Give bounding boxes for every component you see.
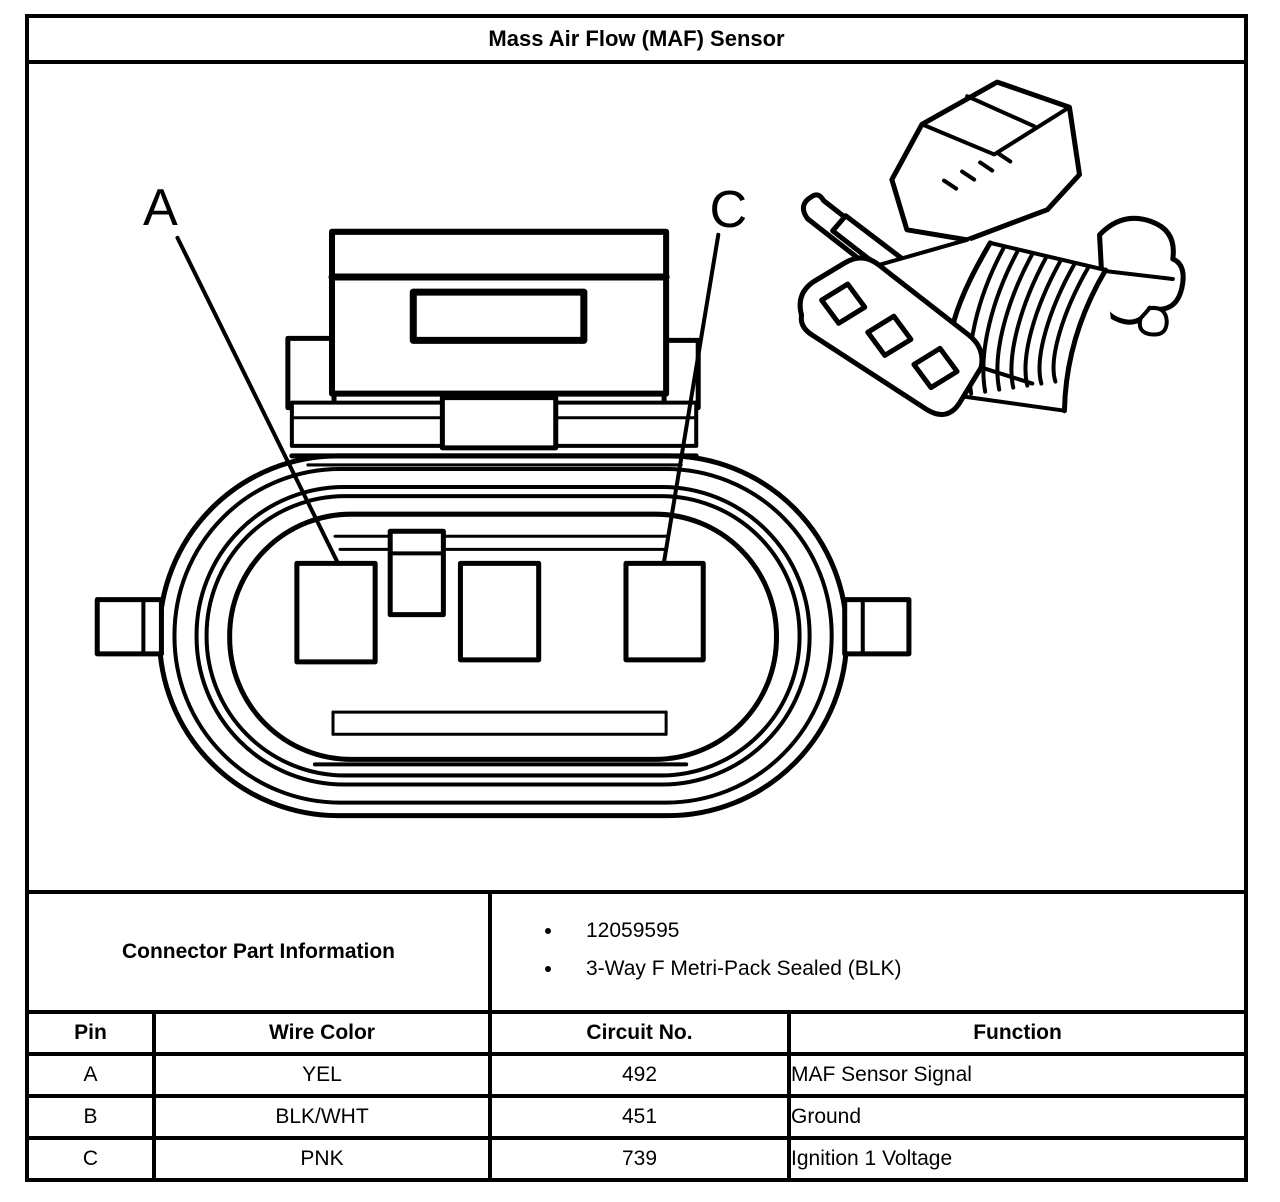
pin-cavity-a [297,563,375,661]
diagram-row [27,62,1246,892]
part-info-heading: Connector Part Information [27,892,490,1012]
connector-diagram [29,64,1244,890]
diagram-cell [27,62,1246,892]
connector-table [25,14,1248,1182]
header-circuit-no: Circuit No. [490,1012,789,1054]
cell-pin: C [27,1138,154,1180]
cell-circuit-no: 739 [490,1138,789,1180]
tower-latch-window [413,292,584,340]
table-row [27,1096,1246,1138]
connector-info-sheet [25,14,1244,1182]
part-description-item: • 3-Way F Metri-Pack Sealed (BLK) [564,957,1244,981]
cell-function: Ignition 1 Voltage [789,1138,1246,1180]
cell-pin: A [27,1054,154,1096]
part-number-item: • 12059595 [564,919,1244,943]
flange-notch [442,398,555,448]
part-info-list [492,919,1244,981]
cell-wire-color: PNK [154,1138,490,1180]
left-ear-tab [97,600,161,654]
header-pin: Pin [27,1012,154,1054]
pin-table-header-row [27,1012,1246,1054]
cell-circuit-no: 451 [490,1096,789,1138]
pin-cavity-b [460,563,538,659]
header-wire-color: Wire Color [154,1012,490,1054]
pin-c-label: C [709,180,748,239]
cell-function: MAF Sensor Signal [789,1054,1246,1096]
cell-wire-color: YEL [154,1054,490,1096]
cell-pin: B [27,1096,154,1138]
page-title: Mass Air Flow (MAF) Sensor [27,16,1246,62]
tower-left-wing [288,338,334,407]
table-row [27,1138,1246,1180]
lock-tower [288,232,698,465]
cell-function: Ground [789,1096,1246,1138]
cell-circuit-no: 492 [490,1054,789,1096]
pin-cavity-c [626,563,703,659]
right-ear-tab [845,600,909,654]
part-info-row [27,892,1246,1012]
ribbed-seal [949,243,1113,411]
wire-seal-cap [1100,218,1184,334]
part-info-details [490,892,1246,1012]
perspective-view [800,82,1183,414]
cell-wire-color: BLK/WHT [154,1096,490,1138]
table-row [27,1054,1246,1096]
header-function: Function [789,1012,1246,1054]
title-row [27,16,1246,62]
index-key [390,531,443,614]
tower-flange [292,398,696,465]
pin-a-label: A [143,178,178,237]
